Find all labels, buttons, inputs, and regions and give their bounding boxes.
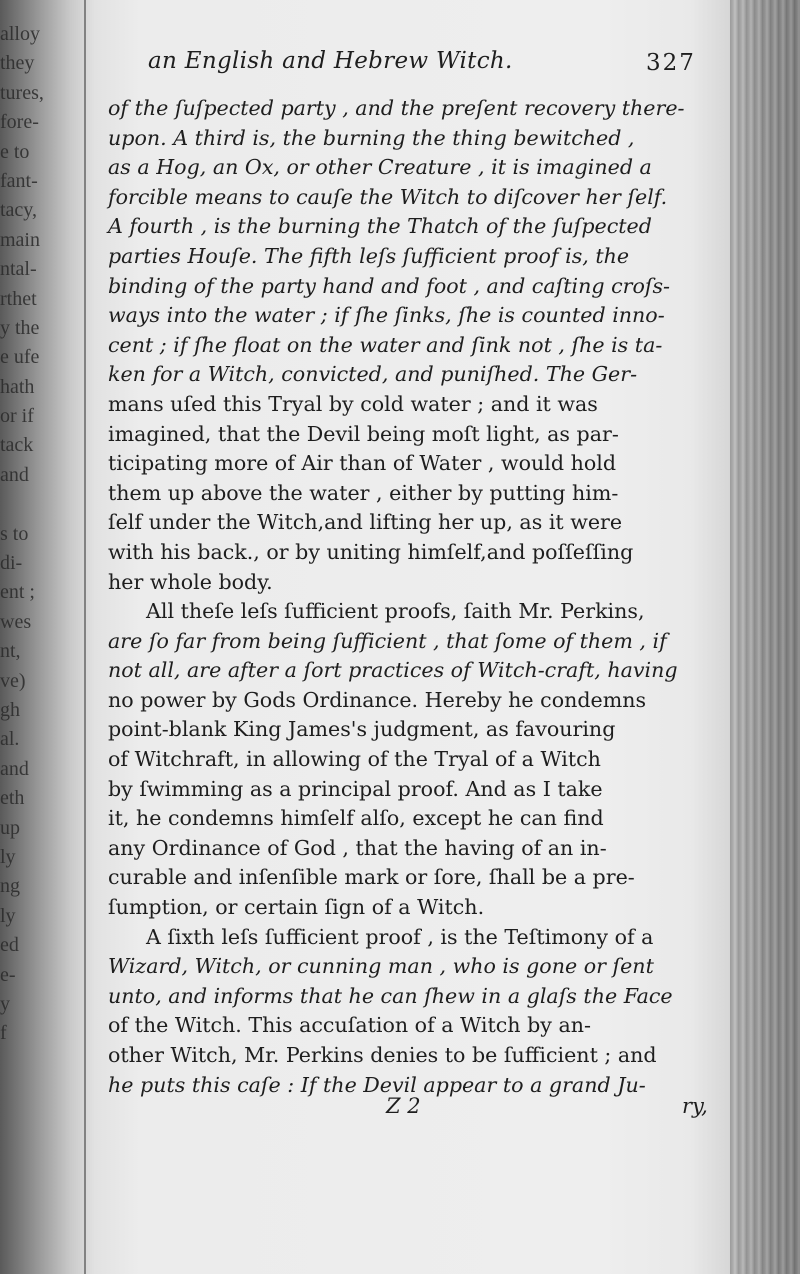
text-line: forcible means to cauſe the Witch to diſcover her ſelf.	[108, 184, 668, 209]
bleed-fragment: ntal-	[0, 258, 37, 281]
bleed-fragment: tures,	[0, 81, 44, 104]
bleed-fragment: eth	[0, 787, 25, 810]
bleed-fragment: f	[0, 1022, 7, 1045]
signature-mark: Z 2	[386, 1094, 421, 1119]
bleed-fragment: gh	[0, 698, 20, 721]
bleed-fragment: alloy	[0, 23, 40, 45]
bleed-fragment: and	[0, 463, 29, 486]
bleed-fragment: ve)	[0, 669, 26, 692]
text-line: parties Houſe. The fifth leſs ſufficient proof is, the	[108, 243, 630, 268]
text-line: he puts this caſe : If the Devil appear to a grand Ju-	[108, 1072, 646, 1097]
page-edges	[730, 0, 800, 1274]
text-line: ken for a Witch, convicted, and puniſhed. The Ger-	[108, 362, 638, 387]
bleed-fragment: y	[0, 992, 10, 1015]
bleed-fragment: wes	[0, 610, 32, 633]
text-line: other Witch, Mr. Perkins denies to be ſufficient ; and	[108, 1043, 657, 1067]
bleed-fragment: y the	[0, 316, 40, 339]
text-line: of the Witch. This accuſation of a Witch by an-	[108, 1013, 591, 1038]
bleed-fragment: fant-	[0, 169, 38, 192]
text-line: any Ordinance of God , that the having of an in-	[108, 835, 607, 860]
bleed-fragment: ent ;	[0, 581, 35, 604]
text-line: her whole body.	[108, 569, 273, 594]
bleed-fragment: tack	[0, 434, 34, 457]
bleed-fragment: s to	[0, 522, 29, 545]
bleed-fragment: ly	[0, 904, 16, 927]
bleed-fragment	[0, 490, 82, 519]
page-footer	[108, 1094, 728, 1130]
text-line: ticipating more of Air than of Water , would hold	[108, 451, 617, 476]
text-line: no power by Gods Ordinance. Hereby he condemns	[108, 687, 647, 712]
text-line: by ſwimming as a principal proof. And as I take	[108, 776, 603, 801]
text-line: not all, are after a ſort practices of Witch-craft, having	[108, 658, 678, 683]
catchword: ry,	[682, 1094, 708, 1119]
text-line: Wizard, Witch, or cunning man , who is gone or ſent	[108, 954, 654, 979]
text-line: upon. A third is, the burning the thing bewitched ,	[108, 125, 635, 150]
bleed-fragment: they	[0, 52, 35, 75]
bleed-fragment: nt,	[0, 640, 21, 663]
text-line: with his back., or by uniting himſelf,and poſſeſſing	[108, 539, 634, 564]
bleed-fragment: rthet	[0, 287, 37, 310]
text-line: are ſo far from being ſufficient , that ſome of them , if	[108, 628, 667, 653]
text-line: of the ſuſpected party , and the preſent recovery there-	[108, 96, 685, 120]
text-line: A fourth , is the burning the Thatch of the ſuſpected	[108, 214, 652, 239]
bleed-fragment: ed	[0, 934, 19, 957]
text-line: them up above the water , either by putting him-	[108, 480, 619, 505]
text-line: curable and inſenſible mark or ſore, ſhall be a pre-	[108, 865, 635, 890]
text-line: A ſixth leſs ſufficient proof , is the Teſtimony of a	[146, 924, 654, 949]
bleed-fragment: main	[0, 228, 40, 251]
page-number: 327	[646, 50, 696, 76]
text-line: point-blank King James's judgment, as favouring	[108, 717, 616, 742]
text-line: ſelf under the Witch,and lifting her up, as it were	[108, 510, 623, 535]
bleed-fragment: e to	[0, 140, 30, 163]
bleed-fragment: e-	[0, 963, 16, 986]
text-line: as a Hog, an Ox, or other Creature , it is imagined a	[108, 155, 652, 180]
book-page	[108, 48, 728, 1130]
text-line: ways into the water ; if ſhe ſinks, ſhe is counted inno-	[108, 303, 665, 328]
text-line: binding of the party hand and foot , and caſting croſs-	[108, 273, 671, 298]
facing-page-bleed	[0, 20, 82, 1240]
gutter-edge	[84, 0, 86, 1274]
text-line: of Witchraft, in allowing of the Tryal of a Witch	[108, 747, 601, 772]
text-line: ſumption, or certain ſign of a Witch.	[108, 895, 485, 920]
bleed-fragment: hath	[0, 375, 35, 398]
bleed-fragment: di-	[0, 552, 23, 575]
bleed-fragment: tacy,	[0, 199, 38, 222]
text-line: All theſe leſs ſufficient proofs, ſaith Mr. Perkins,	[146, 599, 645, 624]
text-line: cent ; if ſhe float on the water and ſink not , ſhe is ta-	[108, 332, 663, 357]
bleed-fragment: up	[0, 816, 20, 839]
bleed-fragment: and	[0, 757, 29, 780]
running-head: an English and Hebrew Witch.	[148, 48, 513, 74]
text-line: mans uſed this Tryal by cold water ; and it was	[108, 391, 598, 416]
bleed-fragment: or if	[0, 405, 34, 428]
bleed-fragment: e ufe	[0, 346, 40, 369]
bleed-fragment: ly	[0, 845, 16, 868]
body-text	[108, 94, 728, 1100]
text-line: imagined, that the Devil being moſt light, as par-	[108, 421, 619, 446]
text-line: it, he condemns himſelf alſo, except he can find	[108, 806, 604, 831]
bleed-fragment: ng	[0, 875, 20, 898]
page-header	[108, 48, 728, 82]
text-line: unto, and informs that he can ſhew in a glaſs the Face	[108, 983, 673, 1008]
bleed-fragment: fore-	[0, 111, 39, 134]
bleed-fragment: al.	[0, 728, 20, 751]
